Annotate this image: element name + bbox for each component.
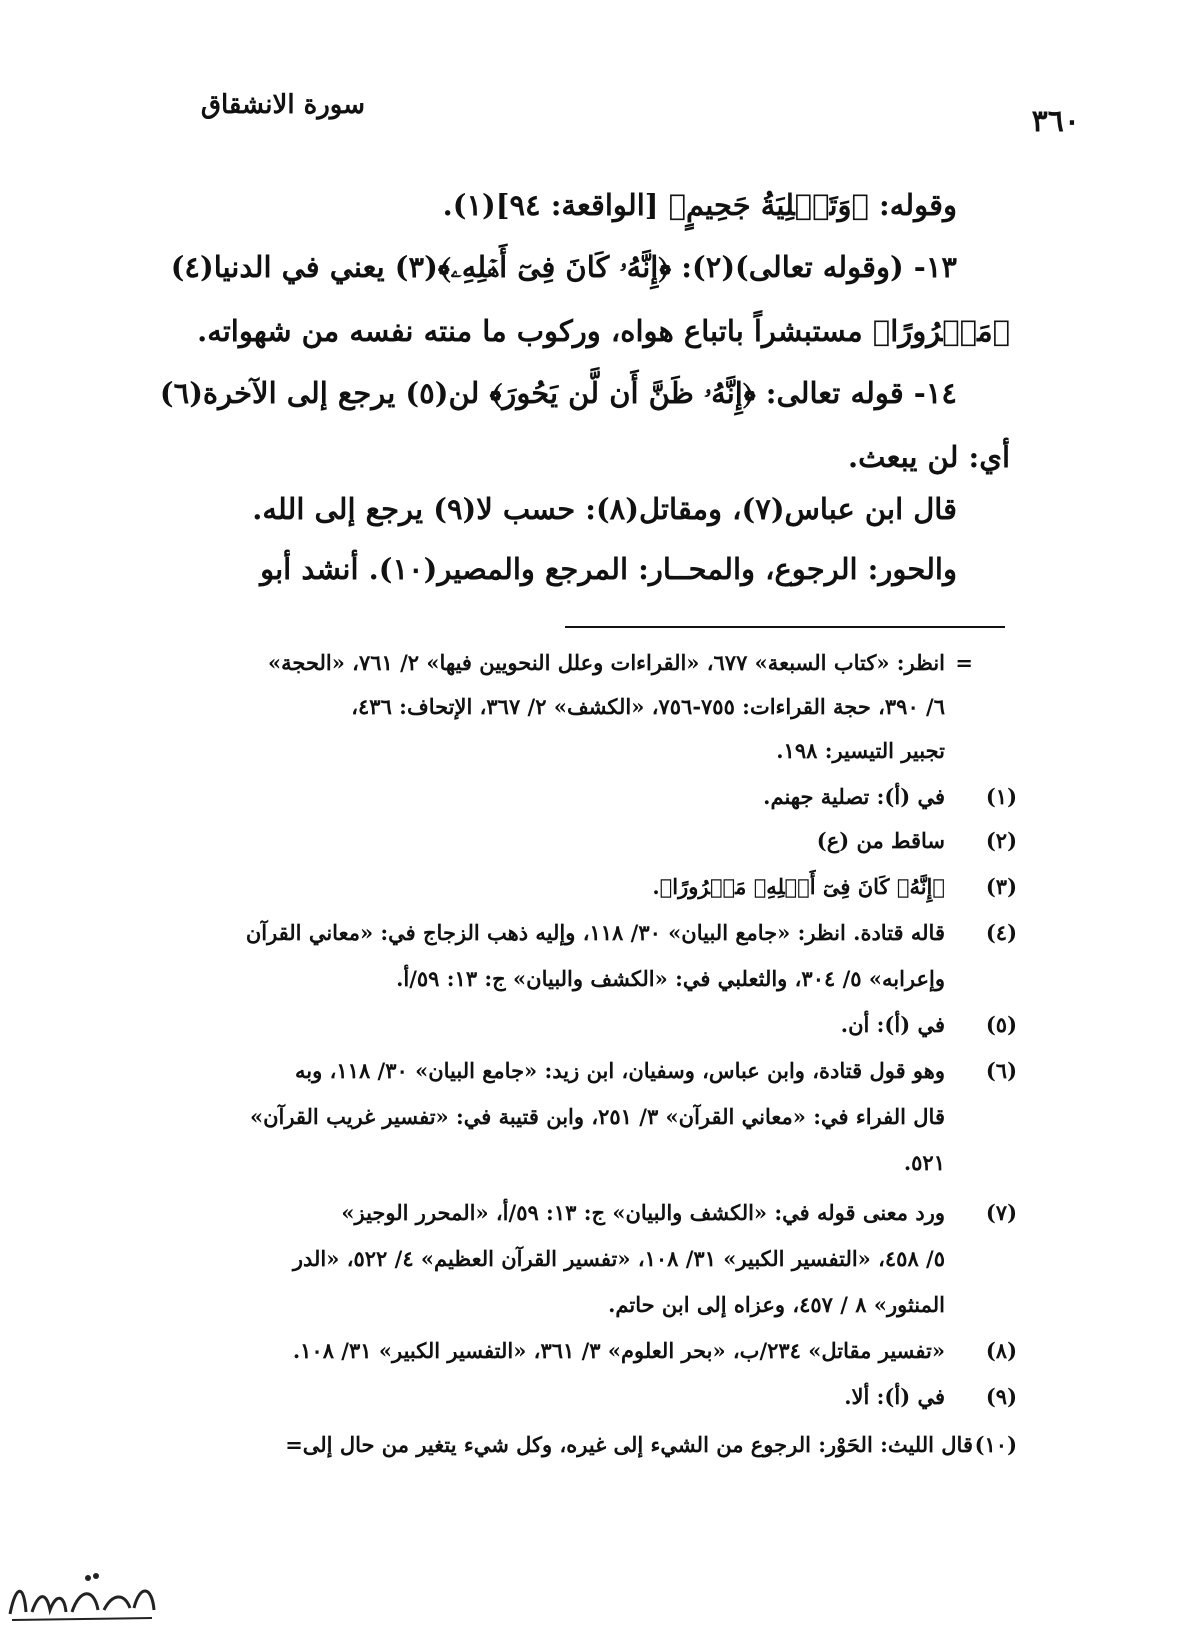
footnote-line: ورد معنى قوله في: «الكشف والبيان» ج: ١٣: ٥٩/أ، «المحرر الوجيز» xyxy=(341,1200,945,1225)
body-line-6: قال ابن عباس(٧)، ومقاتل(٨): حسب لا(٩) يرجع إلى الله. xyxy=(252,492,957,526)
body-line-2: ١٣- (وقوله تعالى)(٢): ﴿إِنَّهُۥ كَانَ فِىٓ أَهۡلِهِۦ﴾(٣) يعني في الدنيا(٤) xyxy=(170,250,957,284)
footnote-line: «تفسير مقاتل» ٢٣٤/ب، «بحر العلوم» ٣/ ٣٦١، «التفسير الكبير» ٣١/ ١٠٨. xyxy=(292,1338,945,1363)
body-line-3: ﴿مَسۡرُورًا﴾ مستبشراً باتباع هواه، وركوب ما منته نفسه من شهواته. xyxy=(197,314,1010,348)
body-line-1: وقوله: ﴿وَتَصۡلِيَةُ جَحِيمٍ﴾ [الواقعة: ٩٤](١). xyxy=(442,188,957,222)
body-line-7: والحور: الرجوع، والمحــار: المرجع والمصير(١٠). أنشد أبو xyxy=(260,552,957,586)
footnote-number: (١٠) xyxy=(974,1432,1017,1457)
footnote-number: (٧) xyxy=(985,1200,1017,1225)
footnote-line: وهو قول قتادة، وابن عباس، وسفيان، ابن زيد: «جامع البيان» ٣٠/ ١١٨، وبه xyxy=(295,1058,945,1083)
footnote-line: ﴿إِنَّهُۥ كَانَ فِىٓ أَهۡلِهِۦ مَسۡرُورًا﴾. xyxy=(652,874,945,899)
body-line-4: ١٤- قوله تعالى: ﴿إِنَّهُۥ ظَنَّ أَن لَّن يَحُورَ﴾ لن(٥) يرجع إلى الآخرة(٦) xyxy=(159,376,957,410)
footnote-number: (٦) xyxy=(985,1058,1017,1083)
footnote-line: ٥/ ٤٥٨، «التفسير الكبير» ٣١/ ١٠٨، «تفسير القرآن العظيم» ٤/ ٥٢٢، «الدر xyxy=(292,1246,945,1271)
footnote-continuation-line: تجبير التيسير: ١٩٨. xyxy=(776,738,945,763)
footnote-line: قاله قتادة. انظر: «جامع البيان» ٣٠/ ١١٨، وإليه ذهب الزجاج في: «معاني القرآن xyxy=(245,920,945,945)
footnote-number: (٨) xyxy=(985,1338,1017,1363)
footnote-continuation-line: انظر: «كتاب السبعة» ٦٧٧، «القراءات وعلل النحويين فيها» ٢/ ٧٦١، «الحجة» xyxy=(268,650,945,675)
footnote-number: (٢) xyxy=(985,828,1017,853)
footnote-number: (٤) xyxy=(985,920,1017,945)
footnote-line: في (أ): تصلية جهنم. xyxy=(763,784,945,809)
footnote-line: وإعرابه» ٥/ ٣٠٤، والثعلبي في: «الكشف والبيان» ج: ١٣: ٥٩/أ. xyxy=(396,966,945,991)
body-line-5: أي: لن يبعث. xyxy=(848,440,1010,474)
continuation-mark: = xyxy=(955,650,973,675)
page-number: ٣٦٠ xyxy=(1031,104,1080,139)
footnote-number: (١) xyxy=(985,784,1017,809)
publisher-logo-icon xyxy=(2,1564,162,1634)
footnote-line: قال الفراء في: «معاني القرآن» ٣/ ٢٥١، وابن قتيبة في: «تفسير غريب القرآن» xyxy=(249,1104,945,1129)
footnote-separator xyxy=(565,626,1005,628)
surah-title: سورة الانشقاق xyxy=(200,90,365,120)
footnote-line: المنثور» ٨ / ٤٥٧، وعزاه إلى ابن حاتم. xyxy=(608,1292,945,1317)
footnote-line: ساقط من (ع) xyxy=(816,828,945,853)
footnote-number: (٣) xyxy=(985,874,1017,899)
footnote-line: قال الليث: الحَوْر: الرجوع من الشيء إلى غيره، وكل شيء يتغير من حال إلى= xyxy=(285,1432,973,1457)
footnote-line: في (أ): أن. xyxy=(840,1012,945,1037)
footnote-line: في (أ): ألا. xyxy=(844,1384,945,1409)
footnote-continuation-line: ٦/ ٣٩٠، حجة القراءات: ٧٥٥-٧٥٦، «الكشف» ٢/ ٣٦٧، الإتحاف: ٤٣٦، xyxy=(351,694,945,719)
footnote-number: (٩) xyxy=(985,1384,1017,1409)
footnote-line: ٥٢١. xyxy=(903,1150,945,1175)
footnote-number: (٥) xyxy=(985,1012,1017,1037)
